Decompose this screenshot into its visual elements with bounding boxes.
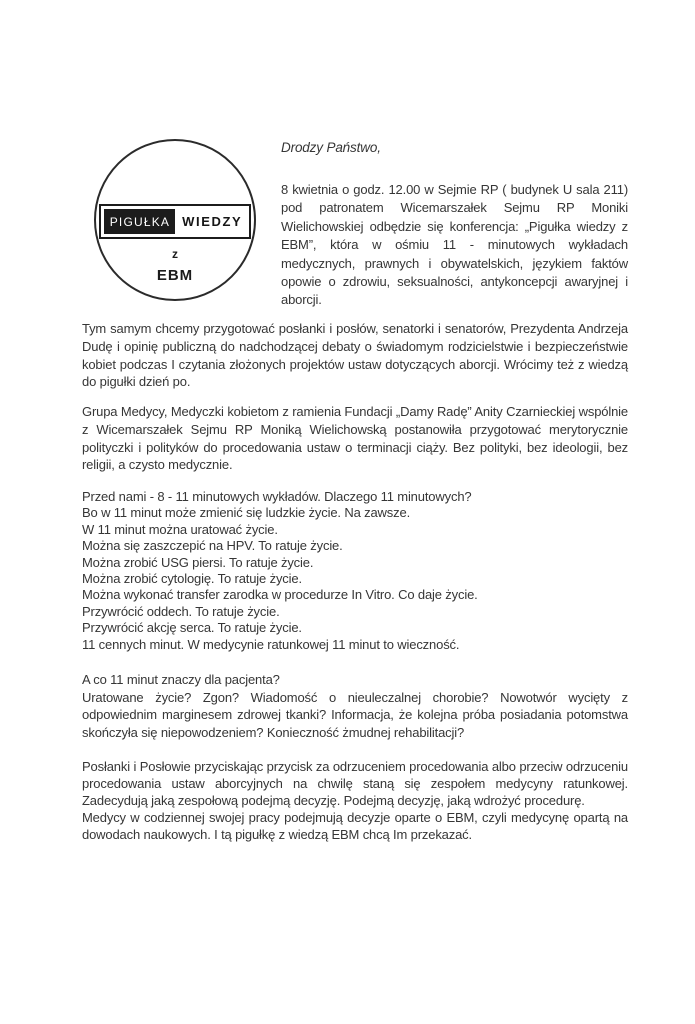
closing-paragraph-b: Medycy w codziennej swojej pracy podejmują decyzje oparte o EBM, czyli medycynę opartą na dowodach naukowych. I tą pigułkę z wiedzą EBM chcą Im przekazać. <box>82 809 628 842</box>
question-block <box>82 671 628 741</box>
question-body: Uratowane życie? Zgon? Wiadomość o nieuleczalnej chorobie? Nowotwór wycięty z odpowiednim marginesem zdrowej tkanki? Informacja, że kolejna próba posiadania potomstwa skończyła się niepowodzeniem? Konieczność żmudnej rehabilitacji? <box>82 689 628 740</box>
salutation: Drodzy Państwo, <box>281 140 381 155</box>
pigulka-wiedzy-logo <box>94 139 256 301</box>
logo-ebm-label: EBM <box>156 267 194 284</box>
lecture-line: Można się zaszczepić na HPV. To ratuje życie. <box>82 538 343 554</box>
lecture-line: Bo w 11 minut może zmienić się ludzkie życie. Na zawsze. <box>82 505 411 521</box>
lecture-line: 11 cennych minut. W medycynie ratunkowej 11 minut to wieczność. <box>82 636 460 652</box>
lecture-line: Można zrobić cytologię. To ratuje życie. <box>82 571 302 587</box>
intro-paragraph: 8 kwietnia o godz. 12.00 w Sejmie RP ( budynek U sala 211) pod patronatem Wicemarszałek Sejmu RP Moniki Wielichowskiej odbędzie się konferencja: „Pigułka wiedzy z EBM”, która w ośmiu 11 - minutowych wykładach medycznych, prawnych i obywatelskich, językiem faktów opowie o zdrowiu, seksualności, antykoncepcji awaryjnej i aborcji. <box>281 182 628 308</box>
lecture-line: Można wykonać transfer zarodka w procedurze In Vitro. Co daje życie. <box>82 587 478 603</box>
logo-wiedzy-label: WIEDZY <box>175 209 246 234</box>
lecture-line: Przywrócić oddech. To ratuje życie. <box>82 603 280 619</box>
audience-paragraph: Tym samym chcemy przygotować posłanki i posłów, senatorki i senatorów, Prezydenta Andrzeja Dudę i opinię publiczną do nadchodzącej debaty o świadomym rodzicielstwie i bezpieczeństwie kobiet podczas I czytania złożonych projektów ustaw dotyczących aborcji. Wrócimy też z wiedzą do pigułki dzień po. <box>82 321 628 390</box>
logo-connector-z: z <box>172 247 178 261</box>
closing-block <box>82 759 628 844</box>
logo-wordmark-box <box>99 204 252 239</box>
closing-paragraph-a: Posłanki i Posłowie przyciskając przycisk za odrzuceniem procedowania albo przeciw odrzuceniu procedowania ustaw aborcyjnych na chwilę staną się zespołem medycyny ratunkowej. Zadecydują jaką zespołową podejmą decyzję. Podejmą decyzję, jaką wdrożyć procedurę. <box>82 759 628 808</box>
logo-pigulka-label: PIGUŁKA <box>104 209 175 234</box>
lectures-block <box>82 489 628 653</box>
question-header: A co 11 minut znaczy dla pacjenta? <box>82 672 280 687</box>
group-paragraph: Grupa Medycy, Medyczki kobietom z ramienia Fundacji „Damy Radę” Anity Czarnieckiej wspólnie z Wicemarszałek Sejmu RP Moniką Wielichowską postanowiła przygotować merytorycznie polityczki i polityków do procedowania ustaw o terminacji ciąży. Bez polityki, bez ideologii, bez religii, a czysto medycznie. <box>82 404 628 473</box>
lecture-line: W 11 minut można uratować życie. <box>82 521 278 537</box>
lecture-line: Przed nami - 8 - 11 minutowych wykładów. Dlaczego 11 minutowych? <box>82 489 472 504</box>
lecture-line: Można zrobić USG piersi. To ratuje życie. <box>82 554 314 570</box>
lecture-line: Przywrócić akcję serca. To ratuje życie. <box>82 620 302 636</box>
